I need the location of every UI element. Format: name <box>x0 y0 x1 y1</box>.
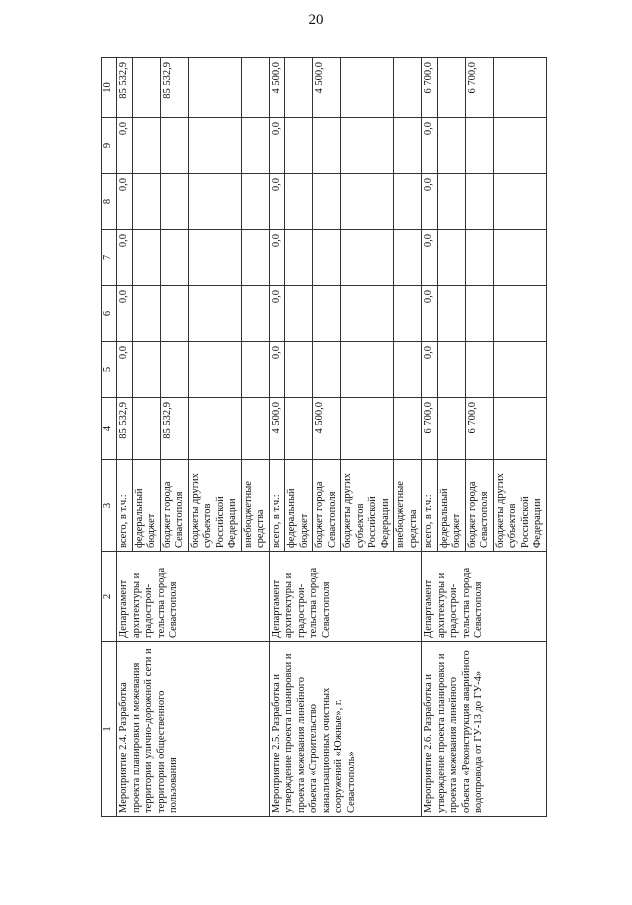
value-cell <box>493 118 546 174</box>
value-cell: 0,0 <box>269 286 285 342</box>
value-cell: 0,0 <box>117 342 133 398</box>
table-row <box>117 58 133 817</box>
funding-source: бюджет города Севастополя <box>465 460 493 552</box>
value-cell: 4 500,0 <box>269 58 285 118</box>
funding-source: внебюджетные средства <box>241 460 269 552</box>
value-cell: 4 500,0 <box>313 58 341 118</box>
budget-table <box>101 57 547 817</box>
activity-executor: Департамент архитектуры и градострои-тельства города Севастополя <box>269 552 422 642</box>
value-cell <box>285 286 313 342</box>
table-row <box>269 58 285 817</box>
value-cell <box>160 174 188 230</box>
value-cell <box>188 230 241 286</box>
funding-source: всего, в т.ч.: <box>117 460 133 552</box>
activity-title: Мероприятие 2.5. Разработка и утверждение проекта планировки и проекта межевания линейного объекта «Строительство канализационных очистных сооружений «Южные», г. Севастополь» <box>269 642 422 817</box>
value-cell <box>285 58 313 118</box>
column-header: 10 <box>102 58 117 118</box>
page-number: 20 <box>308 12 324 28</box>
value-cell <box>493 398 546 460</box>
value-cell: 4 500,0 <box>313 398 341 460</box>
funding-source: бюджет города Севастополя <box>160 460 188 552</box>
value-cell <box>394 174 422 230</box>
value-cell <box>241 118 269 174</box>
value-cell <box>341 118 394 174</box>
funding-source: внебюджетные средства <box>394 460 422 552</box>
value-cell <box>465 230 493 286</box>
value-cell <box>132 118 160 174</box>
value-cell: 85 532,9 <box>117 398 133 460</box>
value-cell: 0,0 <box>269 118 285 174</box>
column-header: 1 <box>102 642 117 817</box>
value-cell <box>341 398 394 460</box>
value-cell <box>394 230 422 286</box>
value-cell <box>285 230 313 286</box>
value-cell <box>132 398 160 460</box>
value-cell <box>341 342 394 398</box>
value-cell <box>493 230 546 286</box>
column-header: 5 <box>102 342 117 398</box>
value-cell: 0,0 <box>422 342 438 398</box>
value-cell <box>160 342 188 398</box>
value-cell <box>285 342 313 398</box>
value-cell <box>313 230 341 286</box>
value-cell: 6 700,0 <box>422 58 438 118</box>
value-cell <box>465 342 493 398</box>
funding-source: бюджеты других субъектов Российской Федерации <box>341 460 394 552</box>
value-cell <box>493 58 546 118</box>
value-cell <box>132 174 160 230</box>
value-cell: 85 532,9 <box>160 58 188 118</box>
value-cell <box>132 342 160 398</box>
value-cell <box>160 230 188 286</box>
value-cell <box>160 118 188 174</box>
value-cell <box>241 286 269 342</box>
value-cell: 85 532,9 <box>160 398 188 460</box>
funding-source: федеральный бюджет <box>437 460 465 552</box>
value-cell <box>313 342 341 398</box>
value-cell <box>437 58 465 118</box>
header-row <box>102 58 117 817</box>
value-cell <box>132 58 160 118</box>
funding-source: бюджеты других субъектов Российской Федерации <box>188 460 241 552</box>
value-cell <box>394 58 422 118</box>
value-cell <box>437 342 465 398</box>
value-cell <box>285 118 313 174</box>
value-cell <box>241 174 269 230</box>
activity-executor: Департамент архитектуры и градострои-тельства города Севастополя <box>117 552 270 642</box>
column-header: 4 <box>102 398 117 460</box>
column-header: 2 <box>102 552 117 642</box>
column-header: 3 <box>102 460 117 552</box>
value-cell: 6 700,0 <box>422 398 438 460</box>
value-cell <box>132 230 160 286</box>
value-cell <box>437 398 465 460</box>
value-cell: 0,0 <box>422 118 438 174</box>
value-cell <box>493 342 546 398</box>
value-cell: 0,0 <box>117 286 133 342</box>
value-cell <box>285 398 313 460</box>
value-cell <box>465 118 493 174</box>
value-cell: 6 700,0 <box>465 58 493 118</box>
value-cell: 0,0 <box>269 230 285 286</box>
activity-title: Мероприятие 2.6. Разработка и утверждение проекта планировки и проекта межевания линейного объекта «Реконструкция аварийного водопровода от ГУ-13 до ГУ-4» <box>422 642 547 817</box>
value-cell: 0,0 <box>422 174 438 230</box>
value-cell <box>188 58 241 118</box>
value-cell <box>188 118 241 174</box>
value-cell <box>493 286 546 342</box>
funding-source: федеральный бюджет <box>285 460 313 552</box>
value-cell: 0,0 <box>269 342 285 398</box>
value-cell <box>188 174 241 230</box>
value-cell <box>241 398 269 460</box>
value-cell <box>437 174 465 230</box>
activity-title: Мероприятие 2.4. Разработка проекта планировки и межевания территории улично-дорожной сети и территории общественного пользования <box>117 642 270 817</box>
column-header: 7 <box>102 230 117 286</box>
value-cell <box>241 230 269 286</box>
value-cell: 0,0 <box>117 230 133 286</box>
value-cell: 4 500,0 <box>269 398 285 460</box>
funding-source: всего, в т.ч.: <box>422 460 438 552</box>
funding-source: бюджет города Севастополя <box>313 460 341 552</box>
value-cell <box>188 398 241 460</box>
value-cell <box>437 118 465 174</box>
value-cell: 0,0 <box>117 174 133 230</box>
value-cell <box>285 174 313 230</box>
value-cell <box>465 286 493 342</box>
value-cell <box>132 286 160 342</box>
value-cell <box>313 286 341 342</box>
column-header: 9 <box>102 118 117 174</box>
value-cell <box>341 174 394 230</box>
value-cell <box>241 58 269 118</box>
rotated-table-container <box>101 58 601 817</box>
value-cell: 0,0 <box>422 230 438 286</box>
value-cell <box>493 174 546 230</box>
value-cell: 0,0 <box>269 174 285 230</box>
value-cell <box>241 342 269 398</box>
value-cell <box>188 342 241 398</box>
activity-executor: Департамент архитектуры и градострои-тельства города Севастополя <box>422 552 547 642</box>
value-cell <box>313 174 341 230</box>
value-cell <box>341 58 394 118</box>
value-cell <box>437 230 465 286</box>
value-cell: 0,0 <box>422 286 438 342</box>
value-cell <box>341 230 394 286</box>
value-cell <box>394 342 422 398</box>
table-row <box>422 58 438 817</box>
value-cell: 0,0 <box>117 118 133 174</box>
value-cell: 85 532,9 <box>117 58 133 118</box>
funding-source: бюджеты других субъектов Российской Федерации <box>493 460 546 552</box>
value-cell <box>465 174 493 230</box>
column-header: 8 <box>102 174 117 230</box>
value-cell <box>394 118 422 174</box>
value-cell <box>160 286 188 342</box>
funding-source: всего, в т.ч.: <box>269 460 285 552</box>
value-cell: 6 700,0 <box>465 398 493 460</box>
column-header: 6 <box>102 286 117 342</box>
value-cell <box>188 286 241 342</box>
funding-source: федеральный бюджет <box>132 460 160 552</box>
value-cell <box>341 286 394 342</box>
value-cell <box>394 398 422 460</box>
value-cell <box>313 118 341 174</box>
value-cell <box>394 286 422 342</box>
value-cell <box>437 286 465 342</box>
